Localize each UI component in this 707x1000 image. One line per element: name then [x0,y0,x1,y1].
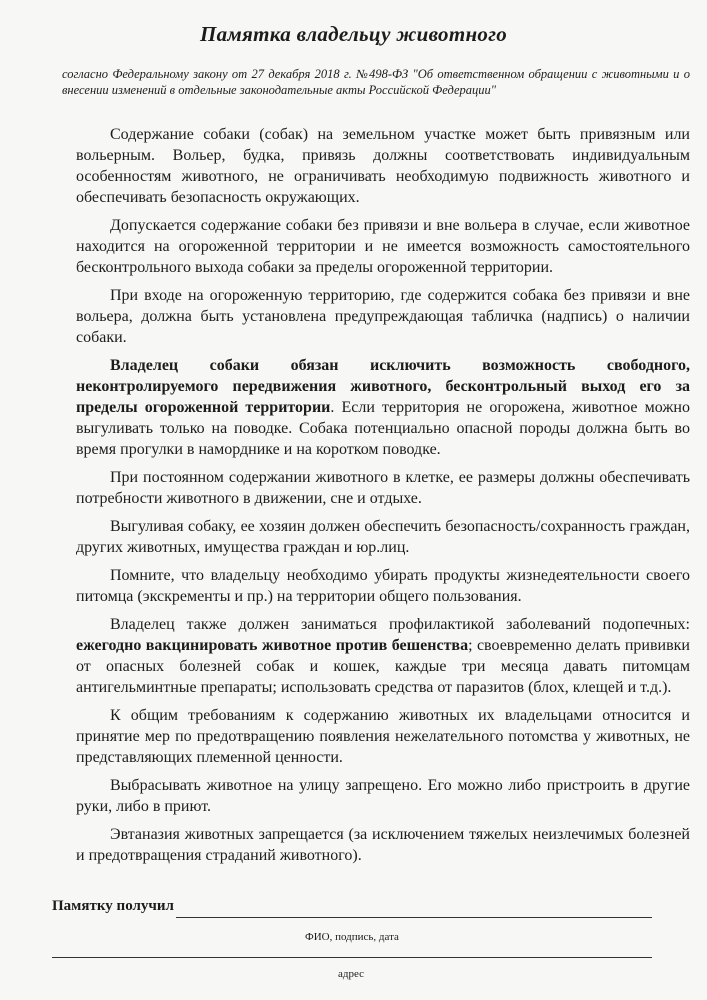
paragraph-9: К общим требованиям к содержанию животных их владельцами относится и принятие мер по предотвращению появления нежелательного потомства у животных, не представляющих племенной ценности. [76,707,690,766]
paragraph-8-text: ; своевременно делать прививки от опасных болезней собак и кошек, каждые три месяца давать питомцам антигельминтные препараты; использовать средства от паразитов (блох, клещей и т.д.). [76,637,690,696]
signature-line[interactable] [176,917,652,918]
paragraph-4 [76,355,690,460]
paragraph-8-start: Владелец также должен заниматься профилактикой заболеваний подопечных: [110,616,690,633]
paragraph-2: Допускается содержание собаки без привязи и вне вольера в случае, если животное находится на огороженной территории и не имеется возможность самостоятельного бесконтрольного выхода собаки за пределы огороженной территории. [76,217,690,276]
paragraph-3: При входе на огороженную территорию, где содержится собака без привязи и вне вольера, должна быть установлена предупреждающая табличка (надпись) о наличии собаки. [76,287,690,346]
paragraph-4-text: . Если территория не огорожена, животное можно выгуливать только на поводке. Собака потенциально опасной породы должна быть во время прогулки в наморднике и на коротком поводке. [76,399,690,458]
document-body [76,124,690,873]
paragraph-11: Эвтаназия животных запрещается (за исключением тяжелых неизлечимых болезней и предотвращения страданий животного). [76,826,690,864]
paragraph-10: Выбрасывать животное на улицу запрещено. Его можно либо пристроить в другие руки, либо в приют. [76,777,690,815]
paragraph-8 [76,614,690,698]
signature-row [52,896,652,920]
paragraph-1: Содержание собаки (собак) на земельном участке может быть привязным или вольерным. Вольер, будка, привязь должны соответствовать индивидуальным особенностям животного, не ограничивать необходимую подвижность животного и обеспечивать безопасность окружающих. [76,126,690,206]
paragraph-4-bold: Владелец собаки обязан исключить возможность свободного, неконтролируемого передвижения животного, бесконтрольный выход его за пределы огороженной территории [76,357,690,416]
paragraph-7: Помните, что владельцу необходимо убирать продукты жизнедеятельности своего питомца (экскременты и пр.) на территории общего пользования. [76,567,690,605]
address-line[interactable] [52,957,652,958]
paragraph-5: При постоянном содержании животного в клетке, ее размеры должны обеспечивать потребности животного в движении, сне и отдыхе. [76,469,690,507]
page-title: Памятка владельцу животного [199,22,508,46]
received-label: Памятку получил [52,898,174,914]
paragraph-6: Выгуливая собаку, ее хозяин должен обеспечить безопасность/сохранность граждан, других животных, имущества граждан и юр.лиц. [76,518,690,556]
address-caption: адрес [338,968,365,980]
fio-caption: ФИО, подпись, дата [305,931,399,943]
law-reference-subtitle: согласно Федеральному закону от 27 декабря 2018 г. №498-ФЗ "Об ответственном обращении с животными и о внесении изменений в отдельные законодательные акты Российской Федерации" [62,67,690,97]
paragraph-8-bold: ежегодно вакцинировать животное против бешенства [76,637,469,654]
